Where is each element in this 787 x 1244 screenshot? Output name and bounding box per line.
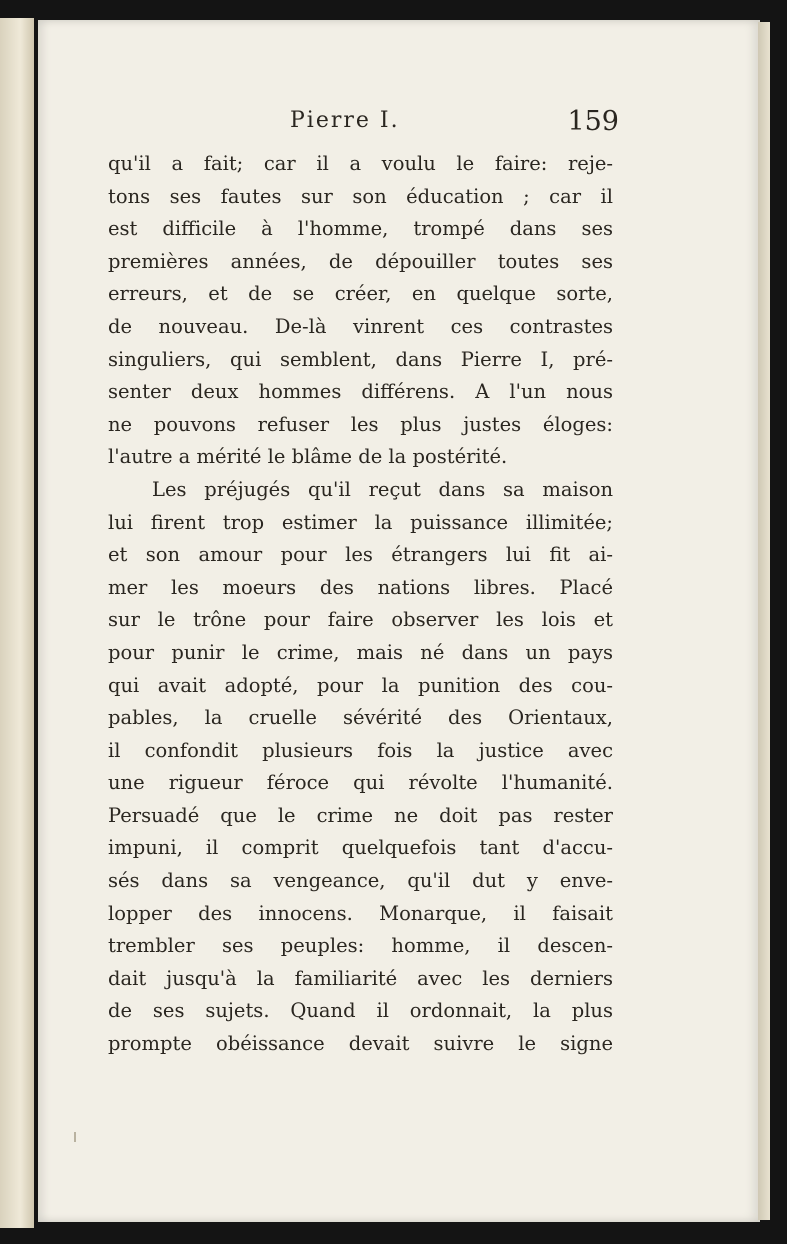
paragraph-last-line: l'autre a mérité le blâme de la postérité. bbox=[108, 445, 508, 469]
text-line: trembler ses peuples: homme, il descen- bbox=[108, 934, 613, 958]
text-line: erreurs, et de se créer, en quelque sorte, bbox=[108, 282, 613, 306]
text-line: lopper des innocens. Monarque, il faisait bbox=[108, 901, 613, 925]
text-line: Persuadé que le crime ne doit pas rester bbox=[108, 803, 613, 827]
text-line: sur le trône pour faire observer les lois et bbox=[108, 608, 613, 632]
text-line: est difficile à l'homme, trompé dans ses bbox=[108, 217, 613, 241]
running-title: Pierre I. bbox=[290, 108, 400, 133]
paper-speck bbox=[74, 1132, 76, 1142]
text-line: tons ses fautes sur son éducation ; car il bbox=[108, 184, 613, 208]
text-line: une rigueur féroce qui révolte l'humanité. bbox=[108, 771, 613, 795]
running-head bbox=[0, 106, 787, 142]
paragraph-first-line: Les préjugés qu'il reçut dans sa maison bbox=[152, 477, 613, 501]
text-line: dait jusqu'à la familiarité avec les derniers bbox=[108, 966, 613, 990]
text-line: premières années, de dépouiller toutes ses bbox=[108, 249, 613, 273]
text-line: ne pouvons refuser les plus justes éloges: bbox=[108, 412, 613, 436]
text-line: de ses sujets. Quand il ordonnait, la plus bbox=[108, 999, 613, 1023]
text-line: lui firent trop estimer la puissance illimitée; bbox=[108, 510, 613, 534]
body-text bbox=[108, 148, 613, 1061]
text-line: sés dans sa vengeance, qu'il dut y enve- bbox=[108, 869, 613, 893]
text-line: singuliers, qui semblent, dans Pierre I, pré- bbox=[108, 347, 613, 371]
text-line: et son amour pour les étrangers lui fit ai- bbox=[108, 543, 613, 567]
text-line: qui avait adopté, pour la punition des cou- bbox=[108, 673, 613, 697]
text-line: qu'il a fait; car il a voulu le faire: reje- bbox=[108, 152, 613, 175]
page-number: 159 bbox=[567, 106, 619, 137]
text-line: mer les moeurs des nations libres. Placé bbox=[108, 575, 613, 599]
text-line: pables, la cruelle sévérité des Orientaux, bbox=[108, 706, 613, 730]
text-line: impuni, il comprit quelquefois tant d'accu- bbox=[108, 836, 613, 860]
text-line: pour punir le crime, mais né dans un pays bbox=[108, 640, 613, 664]
facing-page-edge bbox=[0, 18, 34, 1228]
text-line: prompte obéissance devait suivre le signe bbox=[108, 1032, 613, 1056]
page-fore-edge bbox=[758, 22, 770, 1220]
text-line: de nouveau. De-là vinrent ces contrastes bbox=[108, 314, 613, 338]
text-line: senter deux hommes différens. A l'un nous bbox=[108, 380, 613, 404]
text-line: il confondit plusieurs fois la justice avec bbox=[108, 738, 613, 762]
